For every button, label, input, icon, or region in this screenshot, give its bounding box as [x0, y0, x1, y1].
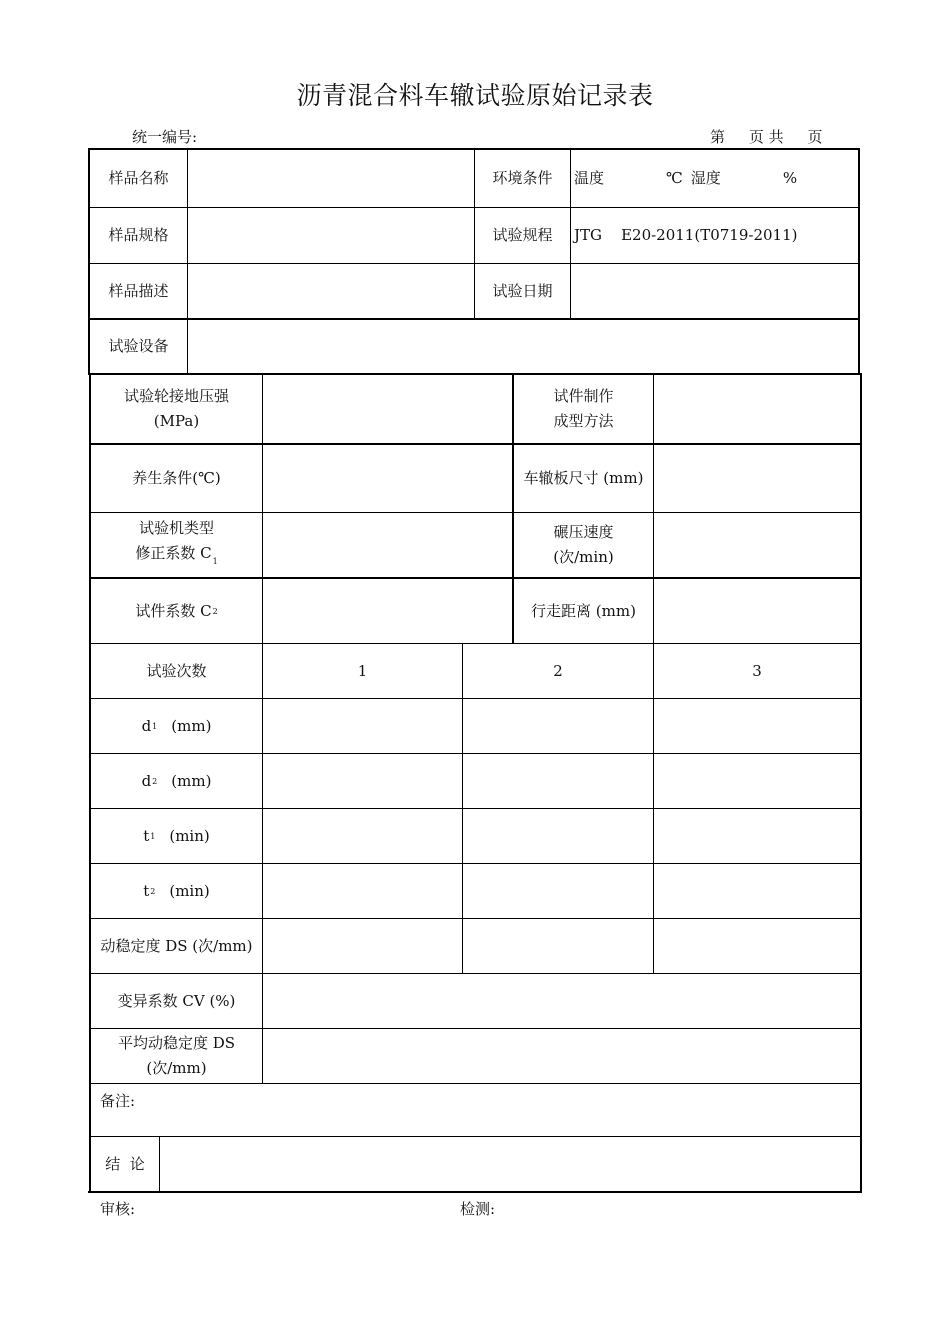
- d2-trial-2-field[interactable]: [463, 754, 653, 808]
- travel-distance-label: 行走距离 (mm): [531, 601, 636, 620]
- curing-label: 养生条件(℃): [132, 469, 221, 487]
- form-title: 沥青混合料车辙试验原始记录表: [296, 81, 654, 110]
- d2-label: d 2 (mm): [141, 771, 212, 790]
- specimen-method-label: 试件制作 成型方法: [553, 387, 614, 430]
- d1-label: d 1 (mm): [141, 716, 212, 735]
- reviewer-label: 审核:: [100, 1200, 136, 1218]
- humidity-label: 湿度: [690, 169, 721, 187]
- temperature-unit: ℃: [666, 169, 683, 187]
- conclusion-label: 结 论: [105, 1154, 145, 1173]
- page-counter: 第 页 共 页: [710, 128, 823, 146]
- d2-trial-3-field[interactable]: [654, 754, 860, 808]
- d2-trial-1-field[interactable]: [263, 754, 462, 808]
- rolling-speed-field[interactable]: [654, 513, 860, 577]
- trial-number-1: 1: [357, 661, 368, 680]
- dynamic-stability-label: 动稳定度 DS (次/mm): [100, 936, 253, 955]
- d1-trial-1-field[interactable]: [263, 699, 462, 753]
- t1-trial-3-field[interactable]: [654, 809, 860, 863]
- test-date-field[interactable]: [571, 264, 858, 318]
- plate-size-field[interactable]: [654, 445, 860, 512]
- t1-trial-2-field[interactable]: [463, 809, 653, 863]
- sample-spec-field[interactable]: [188, 208, 474, 263]
- d1-trial-2-field[interactable]: [463, 699, 653, 753]
- sample-name-label: 样品名称: [108, 169, 169, 187]
- conclusion-field[interactable]: [160, 1137, 860, 1191]
- tester-label: 检测:: [460, 1200, 496, 1218]
- trial-number-2: 2: [553, 661, 563, 680]
- serial-number-label: 统一编号:: [132, 128, 198, 146]
- curing-field[interactable]: [263, 445, 512, 512]
- remarks-label: 备注:: [100, 1092, 136, 1110]
- specimen-method-field[interactable]: [654, 375, 860, 443]
- wheel-pressure-label: 试验轮接地压强 (MPa): [123, 387, 229, 430]
- sample-desc-label: 样品描述: [108, 281, 169, 300]
- sample-desc-field[interactable]: [188, 264, 474, 318]
- t2-trial-1-field[interactable]: [263, 864, 462, 918]
- wheel-pressure-field[interactable]: [263, 375, 512, 443]
- environment-label: 环境条件: [492, 169, 553, 187]
- average-ds-label: 平均动稳定度 DS (次/mm): [117, 1034, 236, 1077]
- ds-trial-1-field[interactable]: [263, 919, 462, 973]
- procedure-label: 试验规程: [492, 226, 553, 244]
- test-date-label: 试验日期: [492, 281, 553, 300]
- ds-trial-3-field[interactable]: [654, 919, 860, 973]
- d1-trial-3-field[interactable]: [654, 699, 860, 753]
- travel-distance-field[interactable]: [654, 579, 860, 643]
- sample-spec-label: 样品规格: [108, 226, 169, 244]
- specimen-coef-field[interactable]: [263, 579, 512, 643]
- t1-label: t 1 (min): [143, 826, 210, 845]
- average-ds-field[interactable]: [263, 1029, 860, 1083]
- specimen-coef-label: 试件系数 C 2: [135, 601, 218, 620]
- procedure-value: JTG E20-2011(T0719-2011): [574, 226, 798, 244]
- t2-label: t 2 (min): [143, 881, 210, 900]
- plate-size-label: 车辙板尺寸 (mm): [523, 469, 644, 487]
- ds-trial-2-field[interactable]: [463, 919, 653, 973]
- machine-coef-label: 试验机类型 修正系数 $C_1$: [135, 519, 218, 566]
- t2-trial-3-field[interactable]: [654, 864, 860, 918]
- rolling-speed-label: 碾压速度 (次/min): [553, 523, 614, 566]
- t2-trial-2-field[interactable]: [463, 864, 653, 918]
- machine-coef-field[interactable]: [263, 513, 512, 577]
- remarks-field[interactable]: [91, 1084, 860, 1136]
- temperature-label: 温度: [574, 169, 605, 187]
- equipment-label: 试验设备: [108, 337, 169, 355]
- equipment-field[interactable]: [188, 320, 858, 373]
- trial-number-3: 3: [752, 661, 762, 680]
- humidity-unit: %: [782, 169, 798, 187]
- cv-label: 变异系数 CV (%): [117, 991, 236, 1010]
- cv-field[interactable]: [263, 974, 860, 1028]
- environment-field[interactable]: [571, 150, 858, 207]
- t1-trial-1-field[interactable]: [263, 809, 462, 863]
- sample-name-field[interactable]: [188, 150, 474, 207]
- trial-count-label: 试验次数: [146, 661, 207, 680]
